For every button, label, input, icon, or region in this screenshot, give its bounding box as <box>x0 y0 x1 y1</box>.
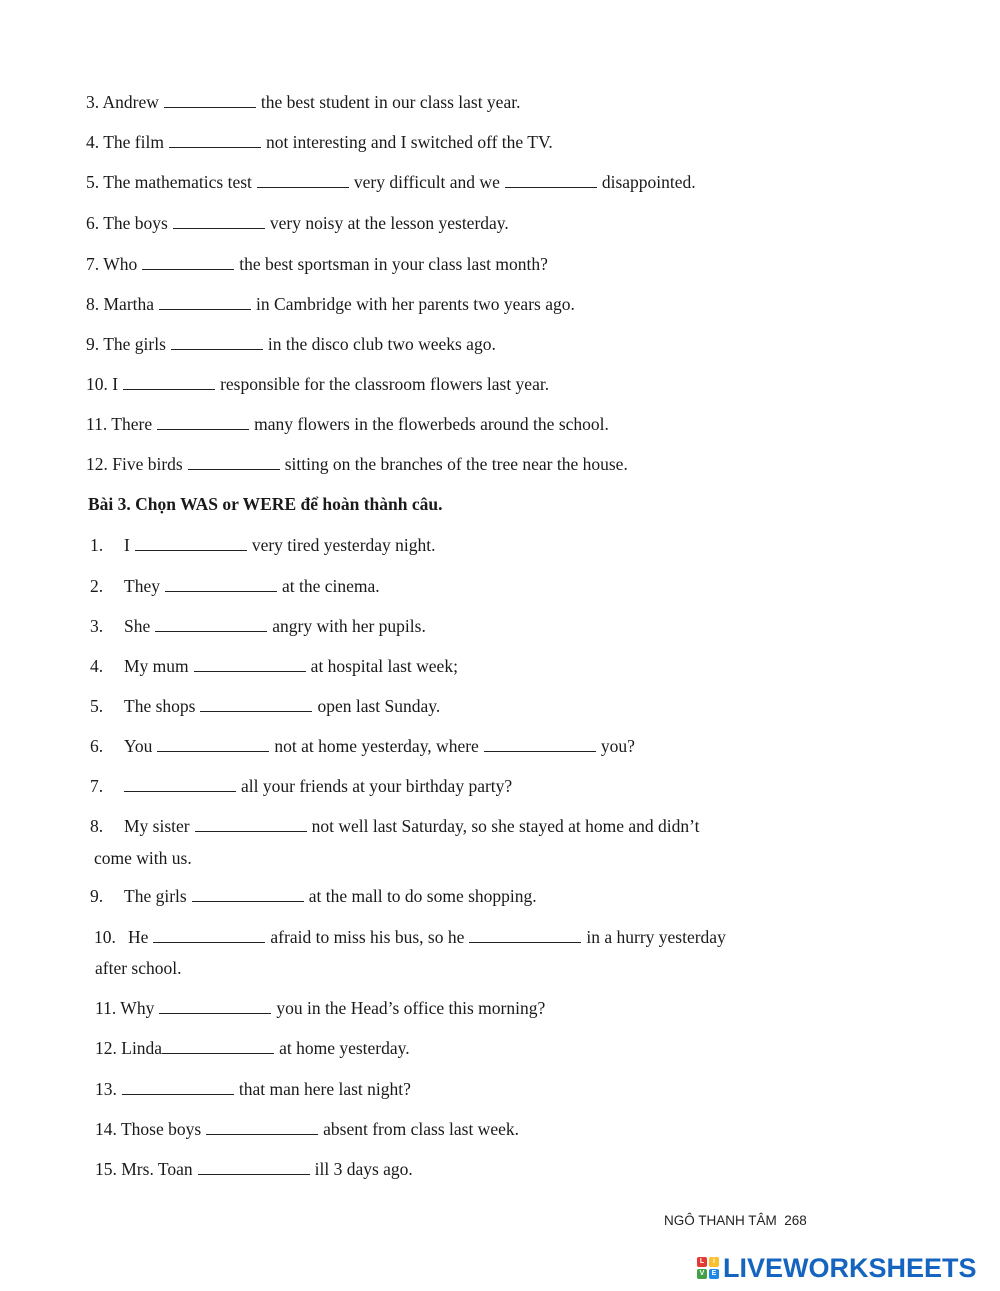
exercise-item <box>90 576 380 597</box>
answer-blank[interactable] <box>135 536 247 551</box>
answer-blank[interactable] <box>159 295 251 310</box>
item-text-after: at the mall to do some shopping. <box>308 886 537 906</box>
exercise-item <box>86 172 696 193</box>
answer-blank[interactable] <box>173 214 265 229</box>
exercise-item <box>86 92 520 113</box>
answer-blank[interactable] <box>155 617 267 632</box>
item-text-before: Those boys <box>120 1119 202 1139</box>
answer-blank[interactable] <box>157 737 269 752</box>
item-continuation: after school. <box>95 958 182 978</box>
item-number: 2. <box>90 576 104 596</box>
item-number: 10. <box>86 374 108 394</box>
item-text-after: not interesting and I switched off the TV. <box>265 132 553 152</box>
item-number: 1. <box>90 535 104 555</box>
exercise-item <box>86 454 628 475</box>
item-text-after: absent from class last week. <box>323 1119 519 1139</box>
item-text-after: not at home yesterday, where <box>274 736 479 756</box>
item-text-after: open last Sunday. <box>317 696 441 716</box>
item-text-after: very noisy at the lesson yesterday. <box>269 213 509 233</box>
item-number: 14. <box>95 1119 117 1139</box>
exercise-item <box>95 1119 519 1140</box>
answer-blank[interactable] <box>505 173 597 188</box>
item-text-before: You <box>124 736 153 756</box>
item-text-after: very tired yesterday night. <box>251 535 436 555</box>
exercise-item <box>90 656 458 677</box>
item-text-after: that man here last night? <box>238 1079 411 1099</box>
item-number: 4. <box>86 132 100 152</box>
exercise-item <box>86 254 548 275</box>
item-text-before: Linda <box>121 1038 163 1058</box>
page-footer <box>664 1213 807 1228</box>
item-text-before: The girls <box>124 886 187 906</box>
item-number: 4. <box>90 656 104 676</box>
logo-tile: i <box>709 1257 719 1267</box>
item-text-before: The mathematics test <box>103 172 252 192</box>
item-text-after: the best sportsman in your class last month? <box>239 254 548 274</box>
answer-blank[interactable] <box>124 777 236 792</box>
item-text-after: many flowers in the flowerbeds around the school. <box>254 414 609 434</box>
item-text-after: at the cinema. <box>281 576 380 596</box>
exercise-item <box>90 816 699 837</box>
item-number: 8. <box>86 294 100 314</box>
section-heading: Bài 3. Chọn WAS or WERE để hoàn thành câu. <box>88 494 443 514</box>
exercise-item <box>86 132 553 153</box>
item-text-after-2: disappointed. <box>601 172 696 192</box>
item-text-before: Mrs. Toan <box>121 1159 193 1179</box>
item-text-before: The girls <box>103 334 166 354</box>
item-number: 9. <box>90 886 104 906</box>
item-text-after: not well last Saturday, so she stayed at home and didn’t <box>311 816 700 836</box>
item-text-after: ill 3 days ago. <box>314 1159 413 1179</box>
exercise-item <box>90 616 426 637</box>
page-number: 268 <box>784 1213 807 1228</box>
item-number: 9. <box>86 334 100 354</box>
answer-blank[interactable] <box>206 1120 318 1135</box>
answer-blank[interactable] <box>142 255 234 270</box>
brand-watermark <box>697 1251 977 1285</box>
item-text-after: angry with her pupils. <box>272 616 426 636</box>
item-text-after: responsible for the classroom flowers last year. <box>220 374 550 394</box>
answer-blank[interactable] <box>200 697 312 712</box>
item-text-before: The shops <box>124 696 196 716</box>
item-number: 11. <box>95 998 117 1018</box>
item-number: 5. <box>90 696 104 716</box>
item-text-after: the best student in our class last year. <box>260 92 521 112</box>
item-text-after-2: you? <box>600 736 635 756</box>
answer-blank[interactable] <box>162 1039 274 1054</box>
item-text-before: There <box>111 414 153 434</box>
item-text-before: My sister <box>124 816 190 836</box>
item-text-before: They <box>124 576 160 596</box>
item-text-after: very difficult and we <box>353 172 500 192</box>
exercise-item <box>90 696 440 717</box>
author-name: NGÔ THANH TÂM <box>664 1213 777 1228</box>
item-number: 12. <box>95 1038 117 1058</box>
answer-blank[interactable] <box>195 817 307 832</box>
item-text-before: My mum <box>124 656 189 676</box>
item-number: 7. <box>90 776 104 796</box>
answer-blank[interactable] <box>257 173 349 188</box>
exercise-item <box>90 776 512 797</box>
item-continuation: come with us. <box>94 848 192 868</box>
exercise-item <box>94 927 726 948</box>
item-text-before: I <box>112 374 119 394</box>
item-text-before: Why <box>120 998 155 1018</box>
liveworksheets-logo-icon <box>697 1257 719 1279</box>
item-number: 7. <box>86 254 100 274</box>
item-number: 6. <box>90 736 104 756</box>
exercise-item <box>95 998 545 1019</box>
item-text-before: Martha <box>103 294 155 314</box>
exercise-item <box>86 374 549 395</box>
exercise-item <box>95 1079 411 1100</box>
exercise-item <box>90 886 537 907</box>
item-number: 15. <box>95 1159 117 1179</box>
item-text-after: in Cambridge with her parents two years ago. <box>256 294 575 314</box>
answer-blank[interactable] <box>198 1160 310 1175</box>
answer-blank[interactable] <box>164 93 256 108</box>
brand-name: LIVEWORKSHEETS <box>723 1252 977 1283</box>
item-text-before: He <box>128 927 149 947</box>
answer-blank[interactable] <box>192 887 304 902</box>
item-number: 10. <box>94 927 116 947</box>
answer-blank[interactable] <box>188 455 280 470</box>
logo-tile: V <box>697 1269 707 1279</box>
answer-blank[interactable] <box>484 737 596 752</box>
item-text-before: The film <box>103 132 164 152</box>
exercise-item <box>86 213 509 234</box>
item-text-after: all your friends at your birthday party? <box>241 776 513 796</box>
item-text-after: in the disco club two weeks ago. <box>267 334 496 354</box>
item-number: 3. <box>90 616 104 636</box>
exercise-item <box>95 1038 410 1059</box>
item-number: 8. <box>90 816 104 836</box>
exercise-item <box>86 414 609 435</box>
answer-blank[interactable] <box>169 133 261 148</box>
item-text-after: sitting on the branches of the tree near the house. <box>284 454 628 474</box>
answer-blank[interactable] <box>122 1080 234 1095</box>
item-text-after: at home yesterday. <box>279 1038 410 1058</box>
item-text-before: The boys <box>103 213 168 233</box>
answer-blank[interactable] <box>153 928 265 943</box>
item-number: 6. <box>86 213 100 233</box>
answer-blank[interactable] <box>159 999 271 1014</box>
answer-blank[interactable] <box>165 577 277 592</box>
exercise-item <box>86 294 575 315</box>
answer-blank[interactable] <box>469 928 581 943</box>
item-number: 3. <box>86 92 100 112</box>
item-text-before: Who <box>103 254 138 274</box>
logo-tile: E <box>709 1269 719 1279</box>
item-text-after-2: in a hurry yesterday <box>586 927 726 947</box>
item-text-after: at hospital last week; <box>310 656 458 676</box>
item-text-before: Andrew <box>102 92 159 112</box>
exercise-item <box>95 1159 413 1180</box>
exercise-item <box>86 334 496 355</box>
item-number: 5. <box>86 172 100 192</box>
answer-blank[interactable] <box>157 415 249 430</box>
item-text-before: She <box>124 616 151 636</box>
item-number: 12. <box>86 454 108 474</box>
answer-blank[interactable] <box>194 657 306 672</box>
item-number: 11. <box>86 414 108 434</box>
logo-tile: L <box>697 1257 707 1267</box>
exercise-item <box>90 736 635 757</box>
answer-blank[interactable] <box>123 375 215 390</box>
item-text-after: afraid to miss his bus, so he <box>270 927 465 947</box>
answer-blank[interactable] <box>171 335 263 350</box>
item-text-before: Five birds <box>112 454 183 474</box>
item-text-before: I <box>124 535 130 555</box>
exercise-item <box>90 535 436 556</box>
item-number: 13. <box>95 1079 117 1099</box>
item-text-after: you in the Head’s office this morning? <box>276 998 546 1018</box>
